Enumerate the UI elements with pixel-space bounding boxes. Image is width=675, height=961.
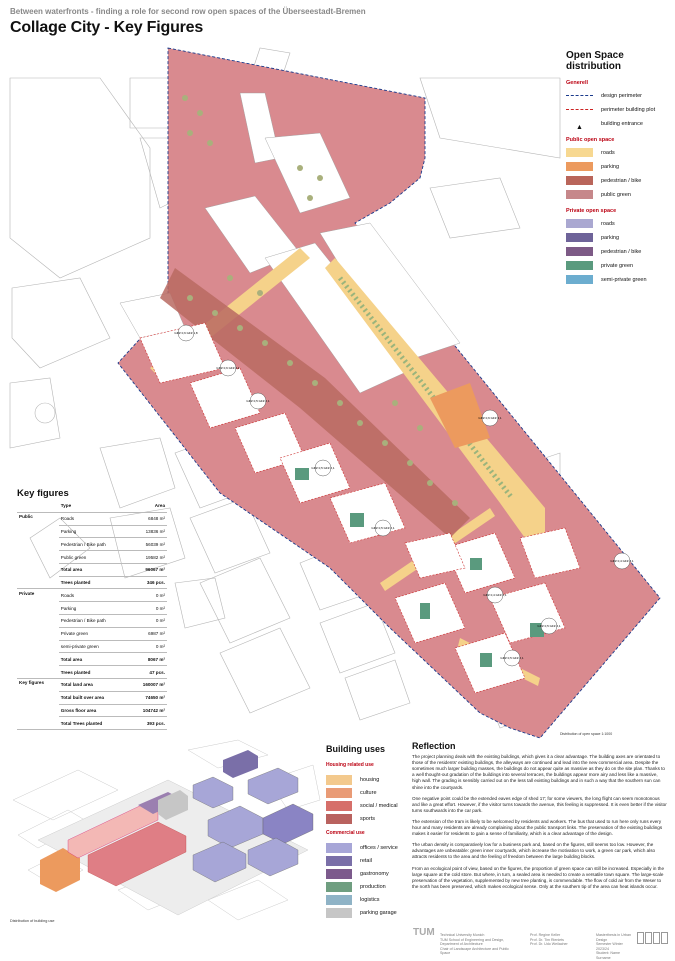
legend-private-heading: Private open space (566, 208, 617, 214)
plot-label: GRZ 0,5 GFZ 2,1 (500, 656, 524, 660)
legend-item: roads (566, 218, 670, 229)
table-row: Parking 13836 m² (17, 525, 167, 538)
legend-item: retail (326, 855, 401, 866)
legend-item: ▲ building entrance (576, 120, 643, 131)
table-row: Private Roads 0 m² (17, 589, 167, 602)
plot-label: GRZ 0,5 GFZ 2,1 (371, 526, 395, 530)
legend-item: production (326, 881, 401, 892)
legend-item: housing (326, 774, 401, 785)
building-uses-title: Building uses (326, 744, 386, 754)
legend-title: Open Space distribution (566, 50, 624, 72)
plot-label: GRZ 0,4 GFZ 2,1 (483, 593, 507, 597)
plot-label: GRZ 0,5 GFZ 2,1 (246, 399, 270, 403)
table-row: Trees planted 47 pcs. (17, 666, 167, 679)
legend-item: culture (326, 787, 401, 798)
legend-general-heading: Generell (566, 80, 589, 86)
open-space-legend (566, 50, 670, 288)
reflection-paragraph: The urban density is comparatively low for a business park and, based on the figures, still seems too low. However, the advantages are unbeatable: green inner courtyards, which increase the motivation to work, a green car park, which also attracts residents to the area and the feeling of freedom between the large building blocks. (412, 842, 656, 860)
table-row: Total Trees planted 393 pcs. (17, 717, 167, 730)
footer-col2: Prof. Regine Keller Prof. Dr. Tim Rieniets Prof. Dr. Udo Weilacher (530, 933, 568, 947)
tum-logo: TUM (413, 927, 435, 938)
plot-label: GRZ 0,4 GFZ 2,1 (610, 559, 634, 563)
table-row: Total area 8067 m² (17, 653, 167, 666)
legend-item: private green (566, 260, 670, 271)
table-row: Pedestrian / Bike path 56039 m² (17, 538, 167, 551)
building-uses-legend (326, 744, 401, 920)
reflection-paragraph: The project planning deals with the existing buildings, which gives it a clear advantage. The building axes are orientated to those of the residents' existing buildings, the alleyways are continued and lead into the new commercial area. Despite the sometimes much larger building masses, the buildings do not appear quite as massive as they do on the site plan. Thanks to a well thought-out gradation of the buildings into several terraces, the buildings appear more airy and less like a massive, high wall. The grading is sensibly carried out on the less tall existing buildings and in such a way that the southern sun can shine into the courtyards. (412, 754, 665, 790)
legend-item: public green (566, 189, 670, 200)
plot-label: GRZ 0,6 GFZ 2,1 (216, 366, 240, 370)
table-row: Public Roads 6848 m² (17, 512, 167, 525)
reflection-paragraph: The extension of the tram is likely to be welcomed by residents and workers. The bus that used to run here only runs every hour and many residents are already complaining about the public transport links. The preservation of the existing buildings makes it easier for residents to gain a sense of familiarity, which is a clear advantage of the design. (412, 818, 663, 837)
dash-red-icon (566, 109, 593, 110)
legend-item: logistics (326, 894, 401, 905)
table-row: Public green 19582 m² (17, 551, 167, 564)
legend-item: parking garage (326, 907, 401, 918)
reflection-paragraph: One negative point could be the extended eaves edge of shed 17; for some viewers, the long flight can seem monotonous and like a great effort. However, if the visitor turns towards the avenue, this feeling is suppressed. It is even better if the visitor turns southwards into the car park. (412, 795, 667, 813)
legend-item: social / medical (326, 800, 401, 811)
legend-item: pedestrian / bike (566, 246, 670, 257)
footer-col1: Technical University Munich TUM School of Engineering and Design, Department of Architecture Chair of Landscape Architecture and Public Space (440, 933, 509, 956)
legend-item: semi-private green (566, 274, 670, 285)
legend-item: offices / service (326, 842, 401, 853)
table-row: Total area 96067 m² (17, 563, 167, 576)
page-subtitle: Between waterfronts - finding a role for second row open spaces of the Überseestadt-Bremen (10, 7, 366, 16)
dash-blue-icon (566, 95, 593, 96)
table-row: Gross floor area 104742 m² (17, 704, 167, 717)
plot-label: GRZ 0,5 GFZ 2,1 (537, 624, 561, 628)
table-row: Private green 6987 m² (17, 627, 167, 640)
plot-label: GRZ 0,5 GFZ 2,1 (311, 466, 335, 470)
table-row: Pedestrian / Bike path 0 m² (17, 615, 167, 628)
axonometric-view (8, 740, 320, 925)
legend-item: gastronomy (326, 868, 401, 879)
page-title: Collage City - Key Figures (10, 19, 204, 36)
table-row: Parking 0 m² (17, 602, 167, 615)
legend-item: parking (566, 161, 670, 172)
plot-label: GRZ 0,6 GFZ 3,1 (478, 416, 502, 420)
legend-item: roads (566, 147, 670, 158)
scale-caption: Distribution of open space 1:1000 (560, 732, 613, 736)
reflection-paragraph: From an ecological point of view, based on the figures, the proportion of green space can still be increased. Especially in the large square at the cold store. But where, in turn, a sealed area is needed to create a versatile town square. The large-scale preservation of the vegetation, supplemented by new tree planting, is commendable. The flow of cold air from the Weser to the north has been preserved, which makes ecological sense. Only at the southern tip of the area can heat islands occur. (412, 865, 665, 889)
housing-heading: Housing related use (326, 762, 374, 768)
legend-item: design perimeter (566, 90, 670, 101)
table-row: semi-private green 0 m² (17, 640, 167, 653)
axo-caption: Distribution of building use (10, 919, 55, 923)
commercial-heading: Commercial use (326, 830, 365, 836)
key-figures-table: Type Area Public Roads 6848 m² Parking 13836 m² Pedestrian / Bike path 56039 m² Public green 19582 m² Total area 96067 m² Trees planted 346 pcs. Private Roads 0 m² Parking 0 m² Pedestrian / Bike path 0 m² Private green 6987 m² semi-private green 0 m² Total area 8067 m² Trees planted 47 pcs. Key figures Total land area 160007 m² Total built over area 74650 m² Gross floor area 104742 m² Total Trees planted 393 pcs. (17, 500, 167, 730)
page-index (637, 932, 668, 944)
legend-public-heading: Public open space (566, 137, 615, 143)
legend-item: pedestrian / bike (566, 175, 670, 186)
legend-item: sports (326, 813, 401, 824)
table-row: Trees planted 346 pcs. (17, 576, 167, 589)
footer-col3: Masterthesis in Urban Design Semester Winter 2023/24 Student: Name Surname (596, 933, 631, 960)
reflection-title: Reflection (412, 741, 456, 751)
plot-label: GRZ 0,6 GFZ 1,8 (174, 331, 198, 335)
legend-item: parking (566, 232, 670, 243)
legend-item: perimeter building plot (566, 104, 670, 115)
reflection-section (412, 743, 667, 895)
table-row: Total built over area 74650 m² (17, 691, 167, 704)
key-figures-title: Key figures (17, 488, 69, 499)
table-row: Key figures Total land area 160007 m² (17, 678, 167, 691)
